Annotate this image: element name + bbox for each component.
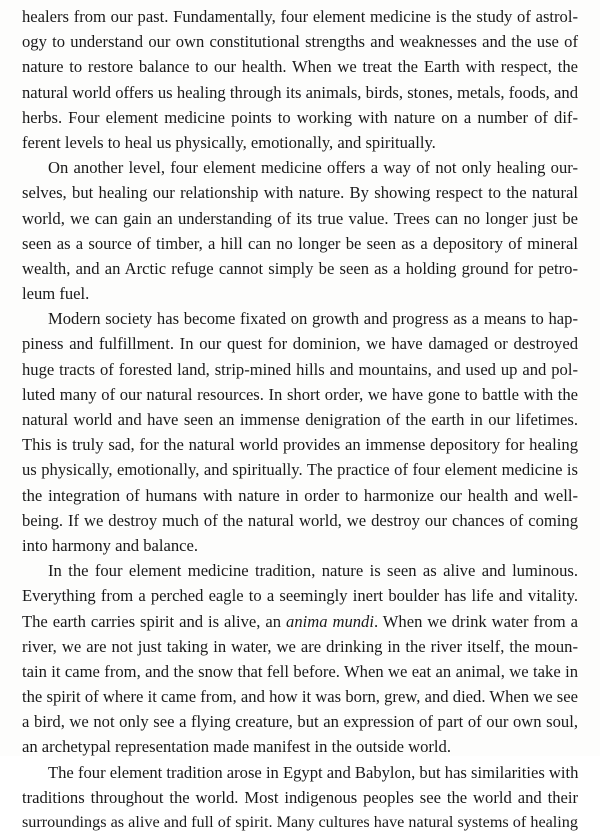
paragraph-first-line: On another level, four element medicine offers a way of not only healing our- [48,158,578,178]
text-line: being. If we destroy much of the natural world, we destroy our chances of coming [22,510,578,530]
text-line: leum fuel. [22,284,90,304]
text-line: surroundings as alive and full of spirit. Many cultures have natural systems of healing [22,813,578,831]
text-line: a bird, we not only see a flying creature, but an expression of part of our own soul, [22,712,578,732]
paragraph-first-line: In the four element medicine tradition, nature is seen as alive and luminous. [48,561,578,581]
text-line: luted many of our natural resources. In short order, we have gone to battle with the [22,384,578,404]
text-line: huge tracts of forested land, strip-mined hills and mountains, and used up and pol- [22,359,578,379]
paragraph-first-line: The four element tradition arose in Egypt and Babylon, but has similarities with [48,762,579,782]
text-line: nature to restore balance to our health. When we treat the Earth with respect, the [22,57,578,77]
text-line: world, we can gain an understanding of its true value. Trees can no longer just be [22,208,578,228]
text-line: wealth, and an Arctic refuge cannot simply be seen as a holding ground for petro- [22,258,578,278]
text-line: an archetypal representation made manifest in the outside world. [22,737,451,757]
text-line: ogy to understand our own constitutional strengths and weaknesses and the use of [22,32,578,52]
text-line: This is truly sad, for the natural world provides an immense depository for healing [22,435,578,455]
text-line: river, we are not just taking in water, we are drinking in the river itself, the moun- [22,636,578,656]
text-line: into harmony and balance. [22,535,199,555]
text-line: piness and fulfillment. In our quest for dominion, we have damaged or destroyed [22,334,578,354]
text-line: the integration of humans with nature in order to harmonize our health and well- [22,485,578,505]
text-line: us physically, emotionally, and spiritually. The practice of four element medicine is [22,460,578,480]
text-line: the spirit of where it came from, and how it was born, grew, and died. When we see [22,687,578,707]
text-segment: . When we drink water from a [373,611,578,631]
text-line: seen as a source of timber, a hill can no longer be seen as a depository of mineral [22,233,578,253]
text-line: healers from our past. Fundamentally, four element medicine is the study of astrol- [22,7,578,26]
text-line: herbs. Four element medicine points to working with nature on a number of dif- [22,107,578,127]
text-line: Everything from a perched eagle to a seemingly inert boulder has life and vitality. [22,586,578,606]
text-line: traditions throughout the world. Most indigenous peoples see the world and their [22,787,578,807]
paragraph-first-line: Modern society has become fixated on growth and progress as a means to hap- [48,309,578,329]
body-text [22,4,578,835]
text-segment: The earth carries spirit and is alive, an [22,611,287,631]
text-line: selves, but healing our relationship with nature. By showing respect to the natural [22,183,578,203]
text-line: ferent levels to heal us physically, emotionally, and spiritually. [22,132,436,152]
text-line-with-italic [22,609,578,634]
text-line: natural world offers us healing through its animals, birds, stones, metals, foods, and [22,82,578,102]
italic-phrase: anima mundi [286,611,374,631]
text-line: natural world and have seen an immense denigration of the earth in our lifetimes. [22,410,578,429]
text-line: tain it came from, and the snow that fell before. When we eat an animal, we take in [22,661,578,681]
